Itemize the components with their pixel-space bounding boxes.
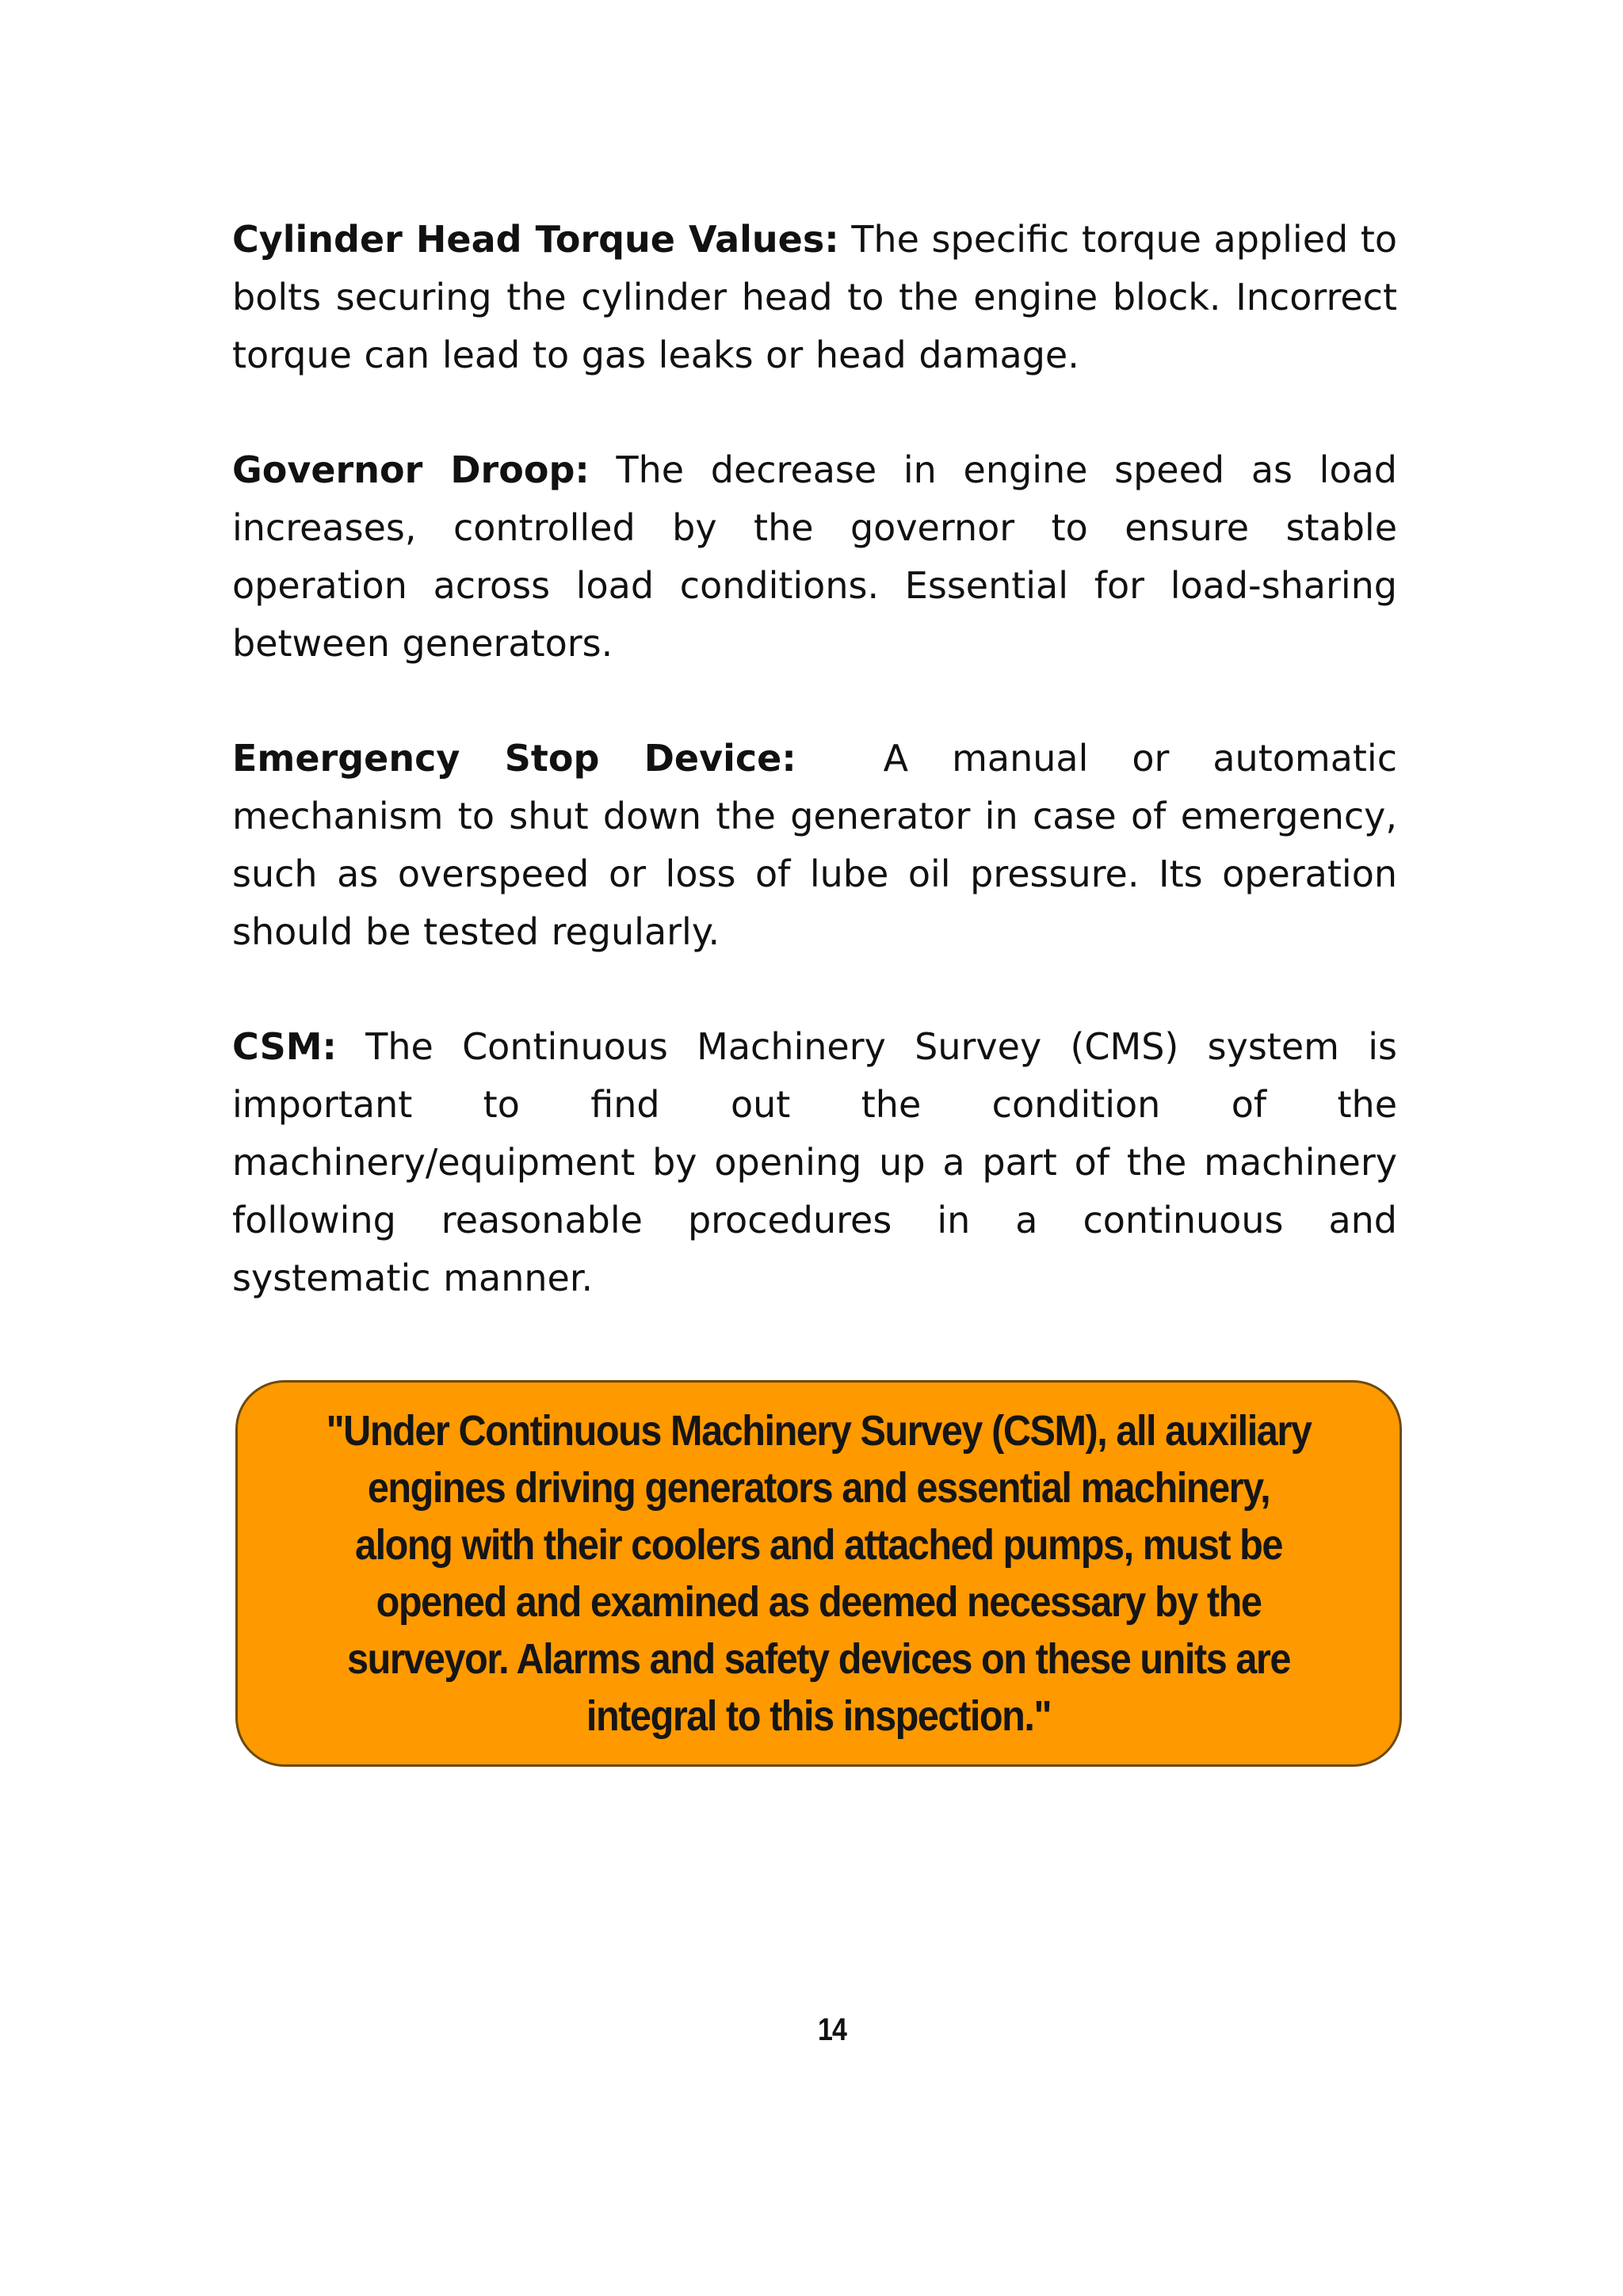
glossary-definition: The Continuous Machinery Survey (CMS) system is important to find out the condition of the machinery/equipment by opening up a part of the machinery following reasonable procedures in a continuous and systematic manner. [232,1025,1397,1299]
glossary-definition: The decrease in engine speed as load increases, controlled by the governor to ensure stable operation across load conditions. Essential for load-sharing between generators. [232,448,1397,665]
glossary-term: CSM: [232,1025,337,1068]
page-number: 14 [817,2012,847,2047]
glossary-entry-emergency-stop-device [232,730,1397,961]
glossary-definition: The specific torque applied to bolts securing the cylinder head to the engine block. Incorrect torque can lead to gas leaks or head damage. [232,218,1398,376]
glossary-term: Cylinder Head Torque Values: [232,218,839,261]
glossary-definition: A manual or automatic mechanism to shut down the generator in case of emergency, such as overspeed or loss of lube oil pressure. Its operation should be tested regularly. [232,737,1397,953]
glossary-entry-cylinder-head-torque [232,211,1397,384]
glossary-term: Emergency Stop Device: [232,737,796,780]
glossary-content [232,211,1397,1364]
csm-quote-callout [235,1380,1402,1767]
glossary-term: Governor Droop: [232,448,590,491]
csm-quote-text: "Under Continuous Machinery Survey (CSM), all auxiliary engines driving generators and essential machinery, along with their coolers and attached pumps, must be opened and examined as deemed necessary by the surveyor. Alarms and safety devices on these units are integral to this inspection." [326,1407,1312,1740]
glossary-entry-csm [232,1018,1397,1307]
glossary-entry-governor-droop [232,441,1397,673]
